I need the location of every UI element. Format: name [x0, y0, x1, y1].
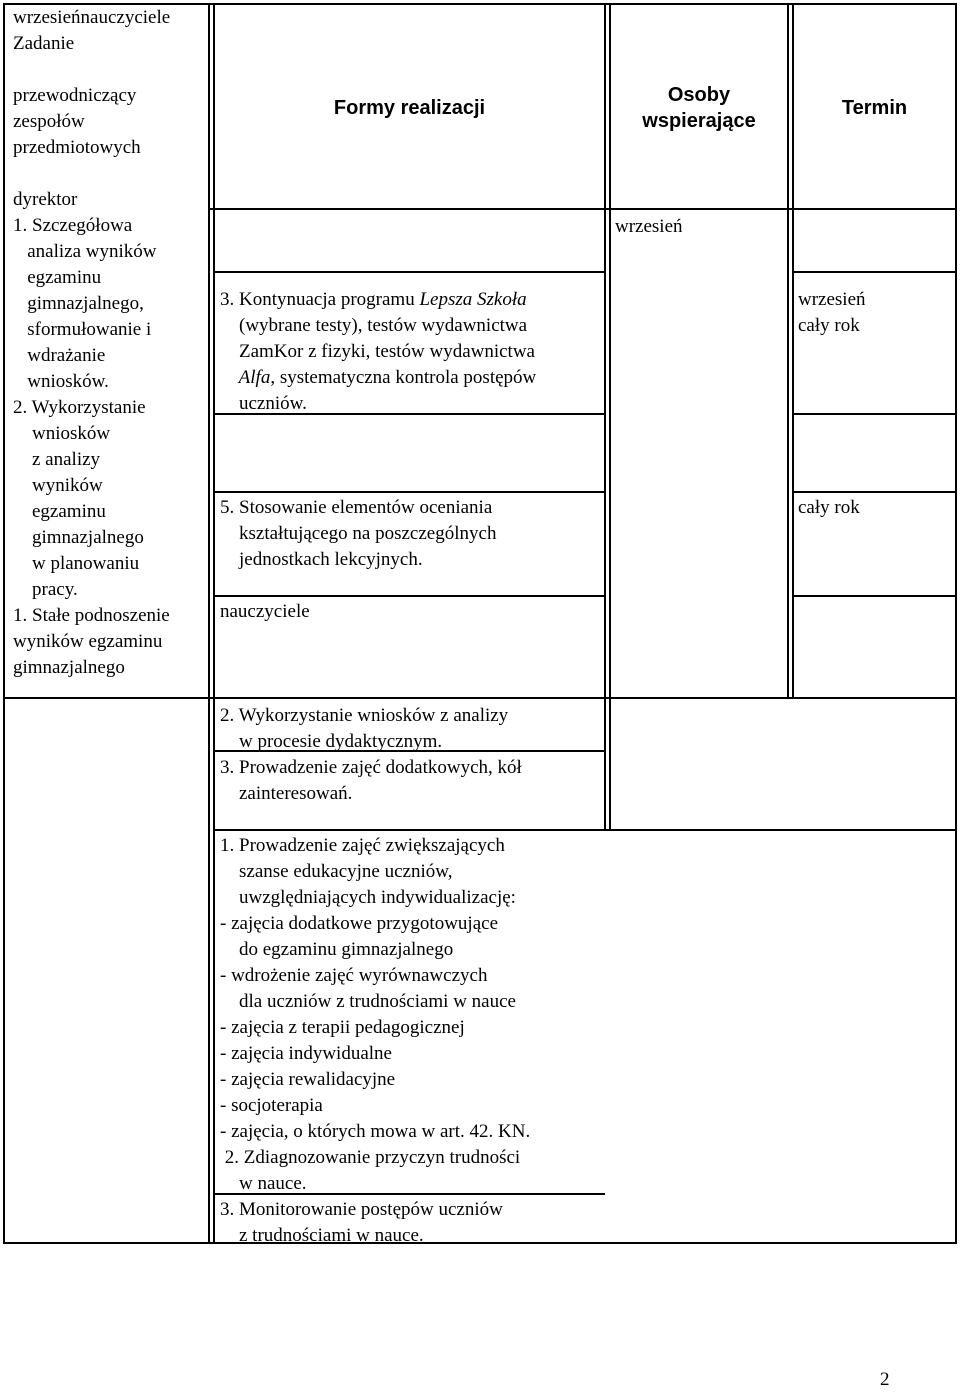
task-1-line-4: gimnazjalnego,: [13, 293, 144, 314]
row-divider-5: [3, 697, 957, 699]
task-1-line-3: egzaminu: [13, 267, 102, 288]
termin-2: cały rok: [798, 497, 860, 518]
column-divider-1-inner: [213, 3, 215, 1244]
task-3-line-2: wyników egzaminu: [13, 631, 163, 652]
col1-header-line-3: przewodniczący: [13, 85, 137, 106]
forma-item-3-line-1: [220, 287, 527, 313]
forma-block3-line-16: z trudnościami w nauce.: [220, 1225, 424, 1246]
termin-1-line-1: wrzesień: [798, 289, 866, 310]
forma-item-3-line-2: (wybrane testy), testów wydawnictwa: [220, 315, 528, 336]
row-divider-1: [213, 271, 605, 273]
forma-block3-line-6: - wdrożenie zajęć wyrównawczych: [220, 965, 488, 986]
task-2-line-8: pracy.: [13, 579, 78, 600]
task-2-line-6: gimnazjalnego: [13, 527, 144, 548]
task-1-line-2: analiza wyników: [13, 241, 157, 262]
row-divider-3-termin: [792, 491, 957, 493]
forma-block3-line-5: do egzaminu gimnazjalnego: [220, 939, 454, 960]
forma-item-5-line-2: kształtującego na poszczególnych: [220, 523, 497, 544]
table-border-right: [955, 3, 957, 1244]
forma-block3-line-3: uwzględniających indywidualizację:: [220, 887, 516, 908]
row-divider-4-termin: [792, 595, 957, 597]
col1-header-line-4: zespołów: [13, 111, 85, 132]
col1-header-line-6: dyrektor: [13, 189, 78, 210]
task-2-line-4: wyników: [13, 475, 103, 496]
forma-block3-line-7: dla uczniów z trudnościami w nauce: [220, 991, 516, 1012]
page-number: 2: [880, 1369, 890, 1390]
forma-item-3-alfa: Alfa: [220, 367, 271, 388]
task-3-line-1: 1. Stałe podnoszenie: [13, 605, 170, 626]
task-2-line-3: z analizy: [13, 449, 101, 470]
forma-nauczyciele: nauczyciele: [220, 601, 310, 622]
header-osoby-wspierajace: Osoby wspierające: [642, 84, 756, 132]
forma-item-5-line-3: jednostkach lekcyjnych.: [220, 549, 423, 570]
col1-header-line-5: przedmiotowych: [13, 137, 141, 158]
forma-item-5-line-1: 5. Stosowanie elementów oceniania: [220, 497, 493, 518]
task-2-line-2: wniosków: [13, 423, 111, 444]
forma-block2-line-4: zainteresowań.: [220, 783, 353, 804]
forma-block3-line-15: 3. Monitorowanie postępów uczniów: [220, 1199, 503, 1220]
forma-item-3-line-3: ZamKor z fizyki, testów wydawnictwa: [220, 341, 535, 362]
task-3-line-3: gimnazjalnego: [13, 657, 125, 678]
forma-block2-line-3: 3. Prowadzenie zajęć dodatkowych, kół: [220, 757, 522, 778]
forma-item-3-lead: 3. Kontynuacja programu: [220, 289, 420, 310]
forma-block3-line-11: - socjoterapia: [220, 1095, 323, 1116]
col1-header-line-1: wrzesieńnauczyciele: [13, 7, 171, 28]
task-2-line-7: w planowaniu: [13, 553, 140, 574]
task-2-line-5: egzaminu: [13, 501, 106, 522]
row-divider-4: [213, 595, 605, 597]
forma-block3-line-8: - zajęcia z terapii pedagogicznej: [220, 1017, 465, 1038]
table-border-bottom: [3, 1242, 957, 1244]
row-divider-3: [213, 491, 605, 493]
task-1-line-1: 1. Szczegółowa: [13, 215, 133, 236]
task-1-line-7: wniosków.: [13, 371, 109, 392]
row-divider-7: [213, 829, 957, 831]
osoby-wrzesien: wrzesień: [615, 216, 683, 237]
column-divider-3: [787, 3, 789, 698]
forma-block3-line-1: 1. Prowadzenie zajęć zwiększających: [220, 835, 505, 856]
task-2-line-1: 2. Wykorzystanie: [13, 397, 146, 418]
forma-item-3-line-5: uczniów.: [220, 393, 307, 414]
column-divider-1: [208, 3, 210, 1244]
termin-1-line-2: cały rok: [798, 315, 860, 336]
row-divider-1-termin: [792, 271, 957, 273]
forma-item-3-line-4: [220, 365, 536, 391]
forma-block3-line-2: szanse edukacyjne uczniów,: [220, 861, 453, 882]
forma-item-3-program-name: Lepsza Szkoła: [419, 289, 527, 310]
forma-block3-line-9: - zajęcia indywidualne: [220, 1043, 392, 1064]
header-termin: Termin: [841, 97, 908, 119]
column-divider-2: [604, 3, 606, 831]
forma-block3-line-10: - zajęcia rewalidacyjne: [220, 1069, 396, 1090]
task-1-line-6: wdrażanie: [13, 345, 106, 366]
row-divider-2-termin: [792, 413, 957, 415]
forma-block3-line-12: - zajęcia, o których mowa w art. 42. KN.: [220, 1121, 531, 1142]
forma-block2-line-2: w procesie dydaktycznym.: [220, 731, 443, 752]
col1-header-line-2: Zadanie: [13, 33, 75, 54]
forma-block3-line-4: - zajęcia dodatkowe przygotowujące: [220, 913, 499, 934]
header-row-divider: [208, 208, 957, 210]
forma-block2-line-1: 2. Wykorzystanie wniosków z analizy: [220, 705, 509, 726]
forma-block3-line-14: w nauce.: [220, 1173, 307, 1194]
task-1-line-5: sformułowanie i: [13, 319, 152, 340]
forma-item-3-line-4-rest: , systematyczna kontrola postępów: [270, 367, 537, 388]
forma-block3-line-13: 2. Zdiagnozowanie przyczyn trudności: [220, 1147, 521, 1168]
table-border-left: [3, 3, 5, 1244]
header-formy-realizacji: Formy realizacji: [333, 97, 486, 119]
